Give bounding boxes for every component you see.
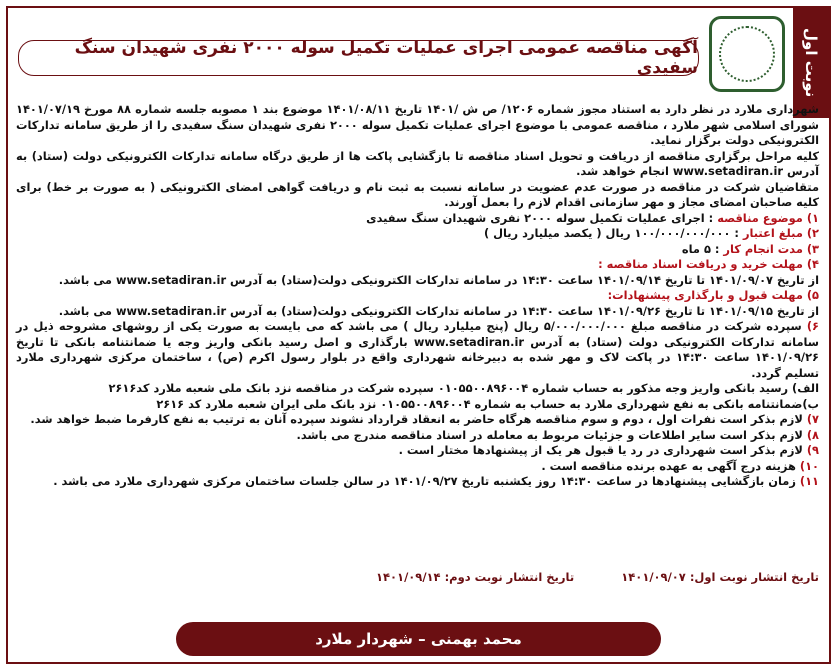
logo-emblem-icon [719,26,775,82]
list-item: از تاریخ ۱۴۰۱/۰۹/۱۵ تا تاریخ ۱۴۰۱/۰۹/۲۶ ساعت ۱۴:۳۰ در سامانه تدارکات الکترونیکی دولت(ستاد) به آدرس www.setadiran.ir می باشد. [58,303,819,318]
list-item: ۱) موضوع مناقصه : اجرای عملیات تکمیل سوله ۲۰۰۰ نفری شهیدان سنگ سفیدی [366,210,819,225]
list-item: ۹) لازم بذکر است شهرداری در رد یا قبول هر یک از پیشنهادها مختار است . [398,443,819,457]
registration-paragraph: متقاضیان شرکت در مناقصه در صورت عدم عضویت در سامانه نسبت به ثبت نام و دریافت گواهی امضای الکترونیکی ( به صورت بر خط) برای کلیه صاحبان امضای مجاز و مهر سازمانی اقدام لازم را بعمل آورند. [16,179,819,209]
list-item: الف) رسید بانکی واریز وجه مذکور به حساب شماره ۰۱۰۵۵۰۰۸۹۶۰۰۴ سپرده شرکت در مناقصه نزد بانک ملی شعبه ملارد کد۲۶۱۶ [108,381,819,395]
list-item: ۴) مهلت خرید و دریافت اسناد مناقصه : [598,257,819,271]
list-item: ۵) مهلت قبول و بارگذاری پیشنهادات: [607,288,819,302]
list-item: از تاریخ ۱۴۰۱/۰۹/۰۷ تا تاریخ ۱۴۰۱/۰۹/۱۴ ساعت ۱۴:۳۰ در سامانه تدارکات الکترونیکی دولت(ستاد) به آدرس www.setadiran.ir می باشد. [58,272,819,287]
notice-body [16,102,819,490]
list-item: ۶) سپرده شرکت در مناقصه مبلغ ۵/۰۰۰/۰۰۰/۰۰۰ ریال (پنج میلیارد ریال ) می باشد که می بایست به صورت یکی از روشهای مشروحه ذیل در سامانه تدارکات الکترونیکی دولت (ستاد) به آدرس www.setadiran.ir بارگذاری و اصل رسید بانکی واریز وجه یا ضمانتنامه بانکی تا تاریخ ۱۴۰۱/۰۹/۲۶ ساعت ۱۴:۳۰ در پاکت لاک و مهر شده به دبیرخانه شهرداری واقع در بلوار رسول اکرم (ص) ، ساختمان مرکزی شهرداری ملارد تسلیم گردد. [16,319,819,380]
publication-dates [16,570,819,592]
list-item: ۳) مدت انجام کار : ۵ ماه [681,241,819,256]
procedure-paragraph: کلیه مراحل برگزاری مناقصه از دریافت و تحویل اسناد مناقصه تا بازگشایی پاکت ها از طریق درگاه سامانه تدارکات الکترونیکی دولت (ستاد) به آدرس www.setadiran.ir انجام خواهد شد. [16,148,819,178]
intro-paragraph: شهرداری ملارد در نظر دارد به استناد مجوز شماره ۱۲۰۶/ ص ش /۱۴۰۱ تاریخ ۱۴۰۱/۰۸/۱۱ موضوع بند ۱ مصوبه جلسه شماره ۸۸ مورخ ۱۴۰۱/۰۷/۱۹ شورای اسلامی شهر ملارد ، مناقصه عمومی با موضوع اجرای عملیات تکمیل سوله ۲۰۰۰ نفری شهیدان سنگ سفیدی را از طریق سامانه تدارکات الکترونیکی دولت برگزار نماید. [16,102,820,147]
list-item: ۱۱) زمان بازگشایی پیشنهادها در ساعت ۱۴:۳۰ روز یکشنبه تاریخ ۱۴۰۱/۰۹/۲۷ در سالن جلسات ساختمان مرکزی شهرداری ملارد می باشد . [53,474,819,488]
first-publication-date: تاریخ انتشار نوبت اول: ۱۴۰۱/۰۹/۰۷ [621,570,819,584]
list-item: ۸) لازم بذکر است سایر اطلاعات و جزئیات مربوط به معامله در اسناد مناقصه مندرج می باشد. [296,427,819,442]
list-item: ۲) مبلغ اعتبار : ۱۰۰/۰۰۰/۰۰۰/۰۰۰ ریال ( یکصد میلیارد ریال ) [483,226,819,240]
list-item: ۷) لازم بذکر است نفرات اول ، دوم و سوم مناقصه هرگاه حاضر به انعقاد قرارداد نشوند سپرده آنان به ترتیب به نفع کارفرما ضبط خواهد شد. [30,412,819,426]
notice-title: آگهی مناقصه عمومی اجرای عملیات تکمیل سوله ۲۰۰۰ نفری شهیدان سنگ سفیدی [18,40,699,76]
list-item: ۱۰) هزینه درج آگهی به عهده برنده مناقصه است . [541,458,819,473]
municipality-logo-icon [709,16,785,92]
notice-frame [6,6,831,664]
list-item: ب)ضمانتنامه بانکی به نفع شهرداری ملارد به حساب به شماره ۰۱۰۵۵۰۰۸۹۶۰۰۴ نزد بانک ملی ایران شعبه ملارد کد ۲۶۱۶ [156,396,819,411]
signature-footer: محمد بهمنی – شهردار ملارد [176,622,661,656]
edition-badge-label: نوبت اول [802,28,820,98]
second-publication-date: تاریخ انتشار نوبت دوم: ۱۴۰۱/۰۹/۱۴ [376,570,575,584]
